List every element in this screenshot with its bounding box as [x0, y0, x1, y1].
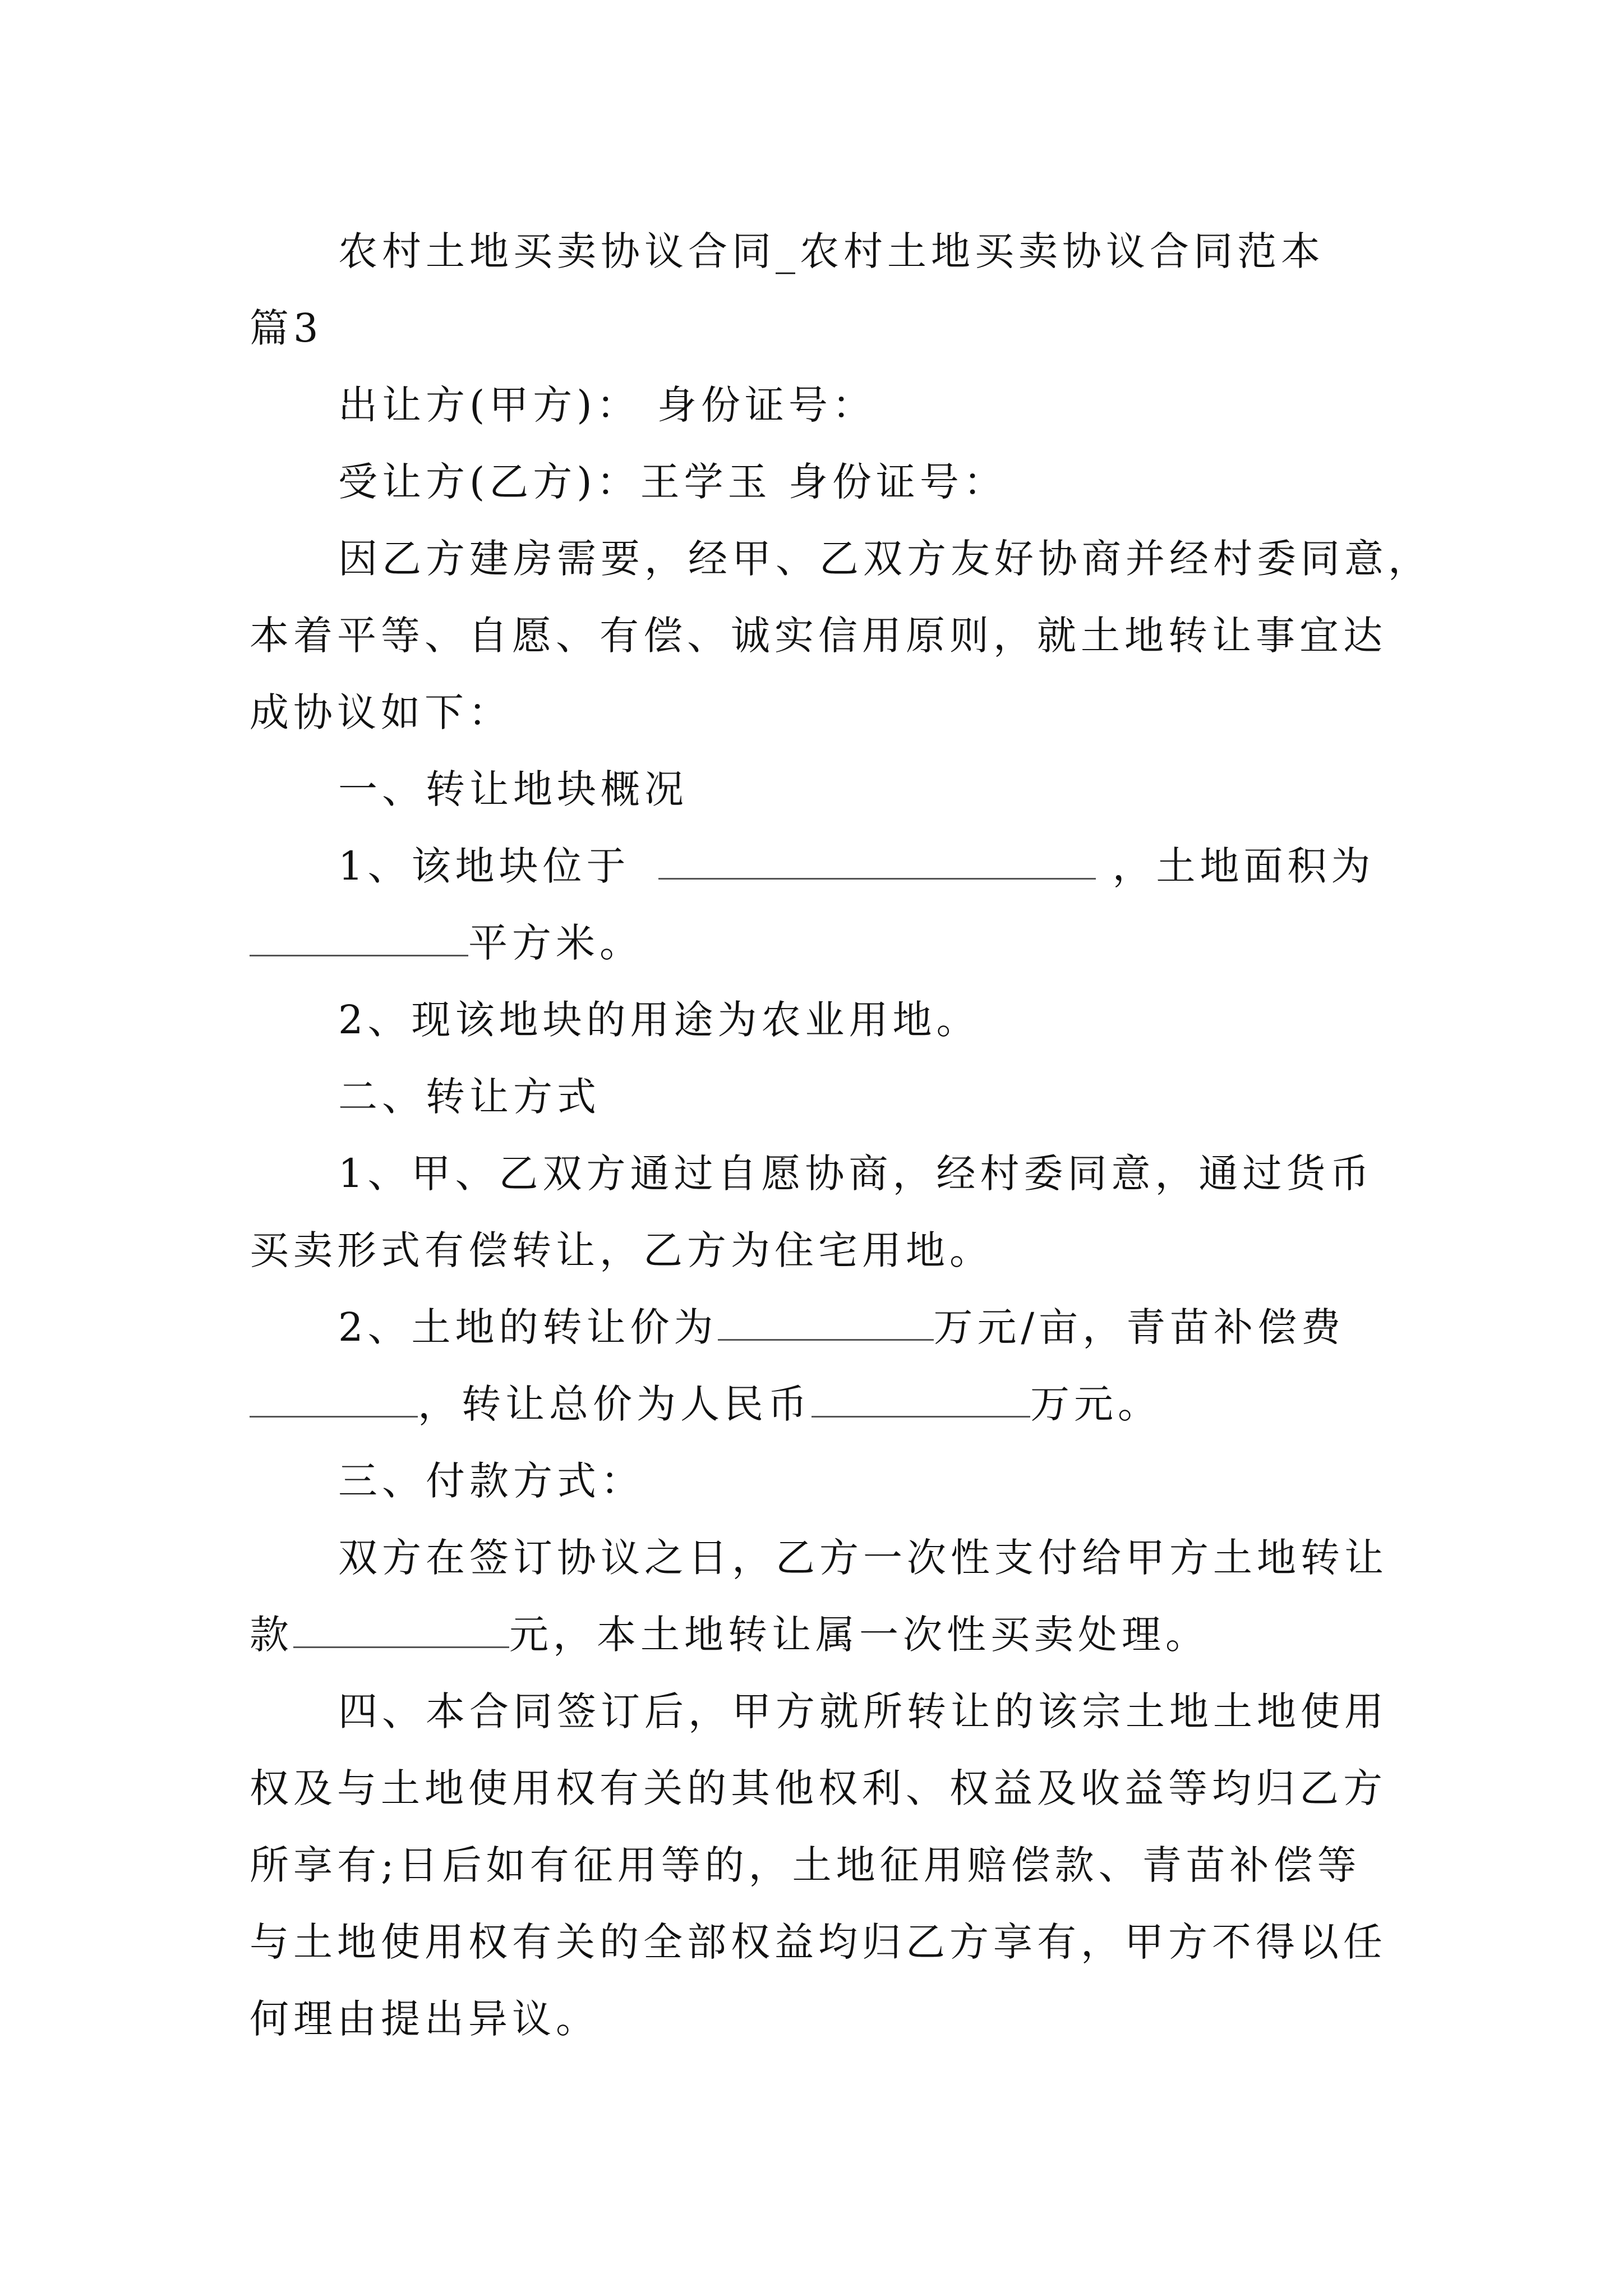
section-2-heading: 二、转让方式: [338, 1074, 601, 1120]
seedling-fee-label: 万元/亩，青苗补偿费: [933, 1304, 1345, 1350]
price-blank: [718, 1304, 934, 1341]
payment-blank: [293, 1612, 509, 1648]
seedling-fee-blank: [250, 1381, 418, 1418]
title-line-1: 农村土地买卖协议合同_农村土地买卖协议合同范本: [338, 228, 1325, 274]
section-3-heading: 三、付款方式：: [338, 1458, 644, 1504]
section-4-line-2: 权及与土地使用权有关的其他权利、权益及收益等均归乙方: [250, 1765, 1387, 1811]
location-blank: [658, 843, 1096, 880]
total-price-blank: [811, 1381, 1030, 1418]
section-2-item-2: [250, 1289, 1388, 1366]
section-1-heading: 一、转让地块概况: [338, 766, 688, 812]
price-label: 2、土地的转让价为: [338, 1304, 718, 1350]
location-label: 1、该地块位于: [338, 843, 630, 889]
section-1-item-2: 2、现该地块的用途为农业用地。: [338, 997, 980, 1043]
total-price-unit: 万元。: [1030, 1381, 1161, 1427]
section-1-item-1: [250, 828, 1388, 905]
area-blank: [250, 920, 468, 956]
section-4-line-5: 何理由提出异议。: [250, 1996, 600, 2042]
total-price-label: ，转让总价为人民币: [418, 1381, 811, 1427]
section-3-line-1: 双方在签订协议之日，乙方一次性支付给甲方土地转让: [338, 1535, 1388, 1581]
section-3-line-2: [250, 1596, 1388, 1673]
intro-line-3: 成协议如下：: [250, 689, 512, 735]
section-2-item-1-line-2: 买卖形式有偿转让，乙方为住宅用地。: [250, 1227, 993, 1273]
section-1-item-1-cont: [250, 905, 1388, 982]
intro-line-1: 因乙方建房需要，经甲、乙双方友好协商并经村委同意，: [338, 536, 1432, 582]
section-4-line-1: 四、本合同签订后，甲方就所转让的该宗土地土地使用: [338, 1688, 1388, 1734]
section-2-item-1-line-1: 1、甲、乙双方通过自愿协商，经村委同意，通过货币: [338, 1151, 1374, 1197]
section-2-item-2-cont: [250, 1366, 1388, 1443]
payment-text: 元，本土地转让属一次性买卖处理。: [509, 1612, 1209, 1658]
buyer-line: 受让方(乙方)：王学玉 身份证号：: [338, 459, 1007, 505]
section-4-line-3: 所享有;日后如有征用等的，土地征用赔偿款、青苗补偿等: [250, 1842, 1361, 1888]
payment-label: 款: [250, 1612, 293, 1658]
intro-line-2: 本着平等、自愿、有偿、诚实信用原则，就土地转让事宜达: [250, 613, 1387, 659]
seller-line: 出让方(甲方)： 身份证号：: [338, 382, 876, 428]
contract-page: [250, 213, 1432, 2058]
area-label: ，土地面积为: [1112, 843, 1375, 889]
area-unit: 平方米。: [468, 920, 643, 966]
title-line-2: 篇3: [250, 305, 323, 351]
section-4-line-4: 与土地使用权有关的全部权益均归乙方享有，甲方不得以任: [250, 1919, 1387, 1965]
